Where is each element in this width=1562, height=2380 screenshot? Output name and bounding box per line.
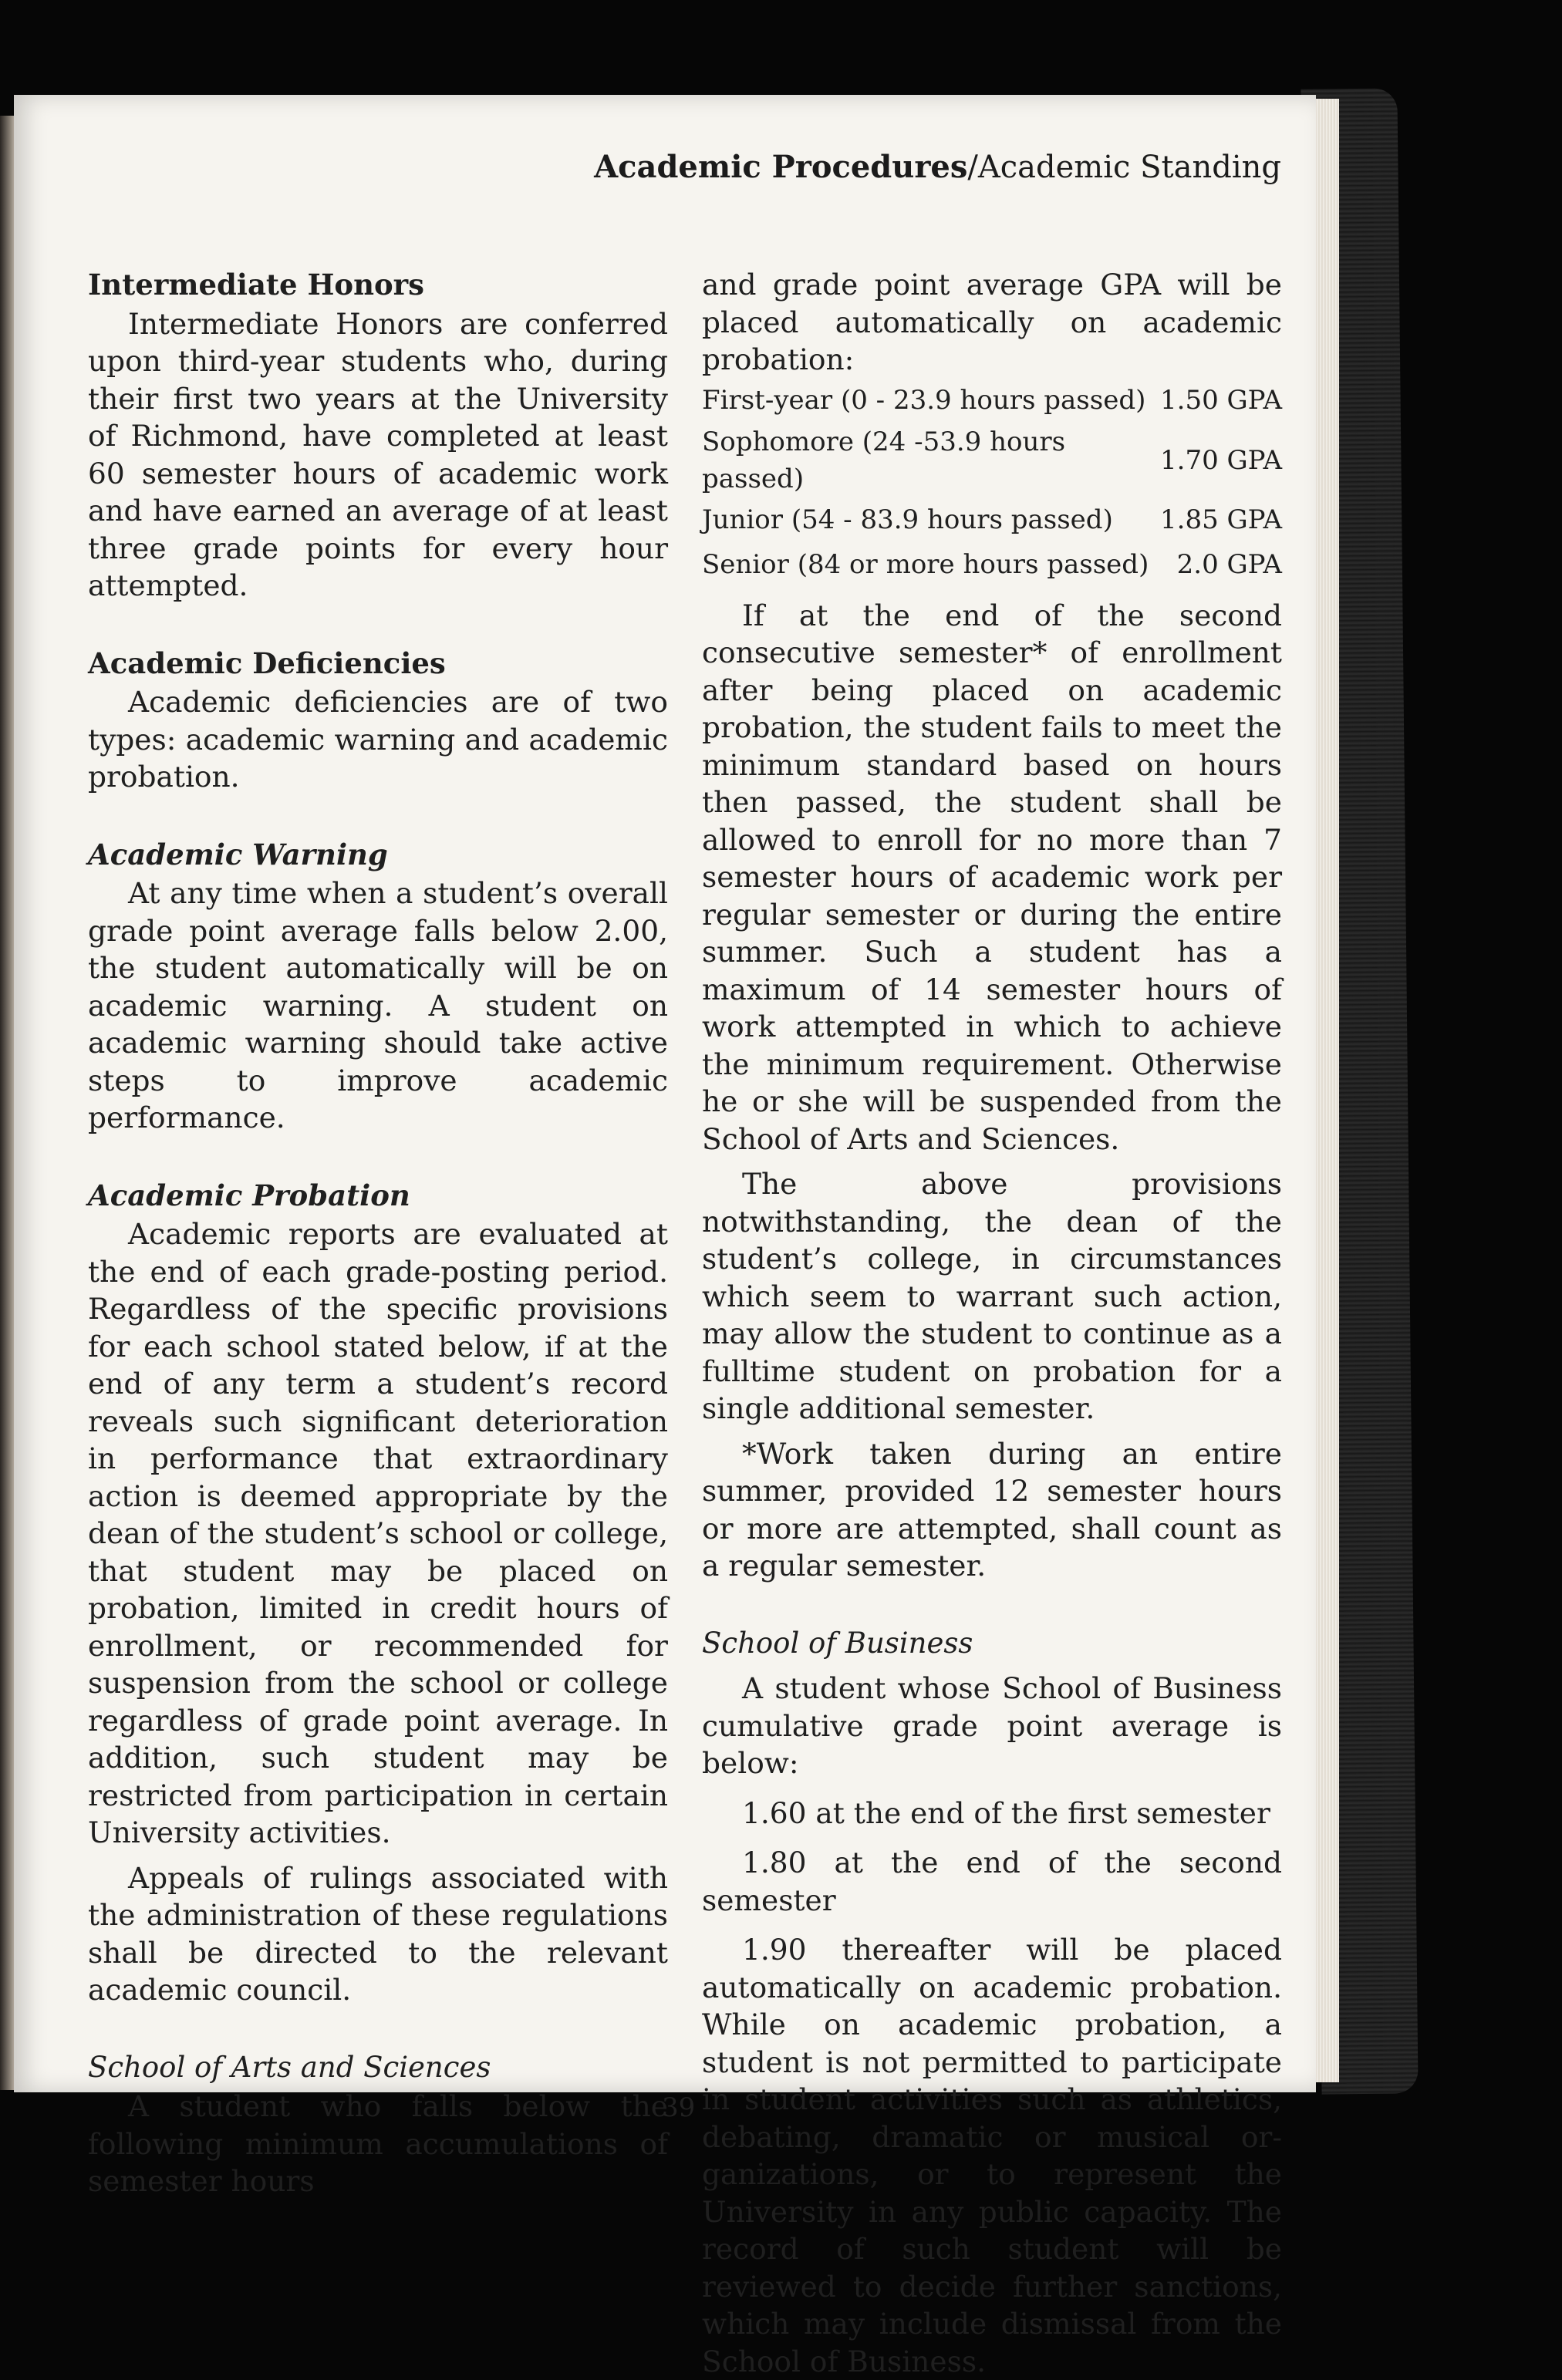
running-head-bold: Academic Procedures: [594, 149, 968, 185]
gpa-value: 1.50 GPA: [1160, 385, 1282, 416]
provisions-text: The above provisions notwithstanding, the dean of the student’s college, in circumstances which seem to warrant such action, may allow the student to continue as a fulltime student on probation for a single additional semester.: [702, 1167, 1282, 1425]
appeals-text: Appeals of rulings associated with the administration of these regulations shall be directed to the relevant academic council.: [88, 1860, 668, 2007]
business-intro-text: A student whose School of Business cumulative grade point average is below:: [702, 1671, 1282, 1780]
running-head-rest: /Academic Standing: [967, 150, 1281, 185]
academic-probation-text: Academic reports are evaluated at the end of each grade-posting period. Regardless of the specific provisions for each school stated below, if at the end of any term a student’s record reveals such significant deterioration in performance that extraordinary action is deemed appropriate by the dean of the student’s school or college, that student may be placed on probation, limited in credit hours of enrollment, or recommended for suspension from the school or college regardless of grade point average. In addition, such student may be restricted from participation in certain University activities.: [88, 1217, 668, 1849]
right-column: [702, 266, 1282, 2380]
page-number: 39: [662, 2092, 696, 2123]
table-row: [702, 423, 1282, 498]
business-heading: School of Business: [702, 1626, 973, 1660]
second-semester-text: If at the end of the second consecutive semester* of enrollment after being placed on academic probation, the student fails to meet the minimum standard based on hours then passed, the student shall be allowed to enroll for no more than 7 semester hours of academic work per regular semester or during the entire summer. Such a student has a maximum of 14 semester hours of work attempted in which to achieve the minimum requirement. Otherwise he or she will be suspended from the School of Arts and Sciences.: [702, 598, 1282, 1156]
class-label: Senior (84 or more hours passed): [702, 549, 1149, 581]
gpa-value: 1.70 GPA: [1160, 444, 1282, 476]
class-label: Sophomore (24 -53.9 hours passed): [702, 426, 1066, 494]
gpa-requirements-table: [702, 379, 1282, 588]
academic-warning-heading: Academic Warning: [88, 837, 388, 871]
table-row: [702, 498, 1282, 543]
business-threshold-2: 1.80 at the end of the second semester: [702, 1846, 1282, 1917]
class-label: First-year (0 - 23.9 hours passed): [702, 385, 1146, 416]
left-column: [88, 266, 668, 2200]
arts-sciences-text: A student who falls below the following minimum accumulations of semester hours: [88, 2089, 668, 2198]
intermediate-honors-text: Intermediate Honors are conferred upon third-year students who, during their first two years at the University of Richmond, have completed at least 60 semester hours of academic work and have earned an average of at least three grade points for every hour attempted.: [88, 306, 668, 602]
gpa-value: 2.0 GPA: [1176, 549, 1282, 581]
academic-probation-heading: Academic Probation: [88, 1178, 410, 1212]
book-page: [14, 95, 1316, 2378]
gpa-value: 1.85 GPA: [1160, 504, 1282, 536]
business-threshold-1: 1.60 at the end of the first semester: [742, 1795, 1270, 1830]
class-label: Junior (54 - 83.9 hours passed): [702, 504, 1113, 536]
summer-footnote-text: *Work taken during an entire summer, provided 12 semester hours or more are attempted, shall count as a regular semester.: [702, 1436, 1282, 1583]
table-row: [702, 543, 1282, 588]
probation-continuation-text: and grade point average GPA will be placed automatically on academic probation:: [702, 268, 1282, 376]
academic-deficiencies-text: Academic deficiencies are of two types: academic warning and academic probation.: [88, 685, 668, 794]
running-head: [594, 149, 1281, 185]
table-row: [702, 379, 1282, 423]
academic-deficiencies-heading: Academic Deficiencies: [88, 646, 446, 680]
arts-sciences-heading: School of Arts and Sciences: [88, 2050, 491, 2084]
business-probation-text: 1.90 thereafter will be placed automatically on academic probation. While on academic probation, a student is not permitted to participate in student activities such as athletics, debating, dramatic or musical organizations, or to represent the University in any public capacity. The record of such student will be reviewed to decide further sanctions, which may include dismissal from the School of Business.: [702, 1933, 1282, 2378]
intermediate-honors-heading: Intermediate Honors: [88, 268, 424, 302]
academic-warning-text: At any time when a student’s overall grade point average falls below 2.00, the student automatically will be on academic warning. A student on academic warning should take active steps to improve academic performance.: [88, 876, 668, 1134]
